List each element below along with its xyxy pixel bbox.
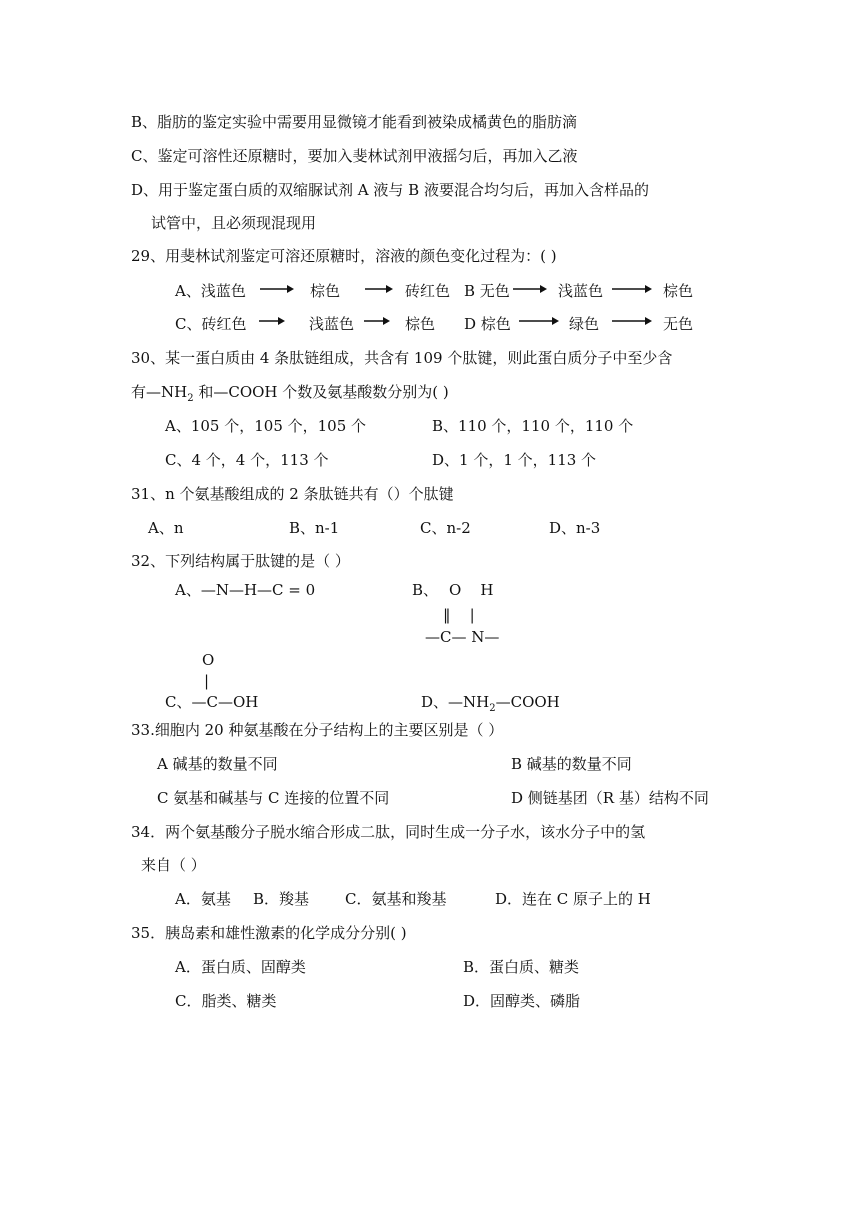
arrow-icon bbox=[260, 282, 294, 294]
q29-b1: B 无色 bbox=[464, 282, 510, 300]
q32-option-c-oxygen: O bbox=[202, 651, 215, 669]
q31-option-d: D、n-3 bbox=[549, 519, 601, 537]
q34-stem-line1: 34．两个氨基酸分子脱水缩合形成二肽，同时生成一分子水，该水分子中的氢 bbox=[131, 823, 646, 841]
q31-option-c: C、n-2 bbox=[420, 519, 471, 537]
q30-stem-line1: 30、某一蛋白质由 4 条肽链组成，共含有 109 个肽键，则此蛋白质分子中至少含 bbox=[131, 349, 673, 367]
q32-option-b-top: O H bbox=[449, 581, 494, 599]
q29-d1: D 棕色 bbox=[464, 315, 511, 333]
q34-stem-line2: 来自（ ） bbox=[141, 856, 206, 874]
q33-option-c: C 氨基和碱基与 C 连接的位置不同 bbox=[157, 789, 390, 807]
arrow-icon bbox=[612, 314, 652, 326]
q35-stem: 35．胰岛素和雄性激素的化学成分分别( ) bbox=[131, 924, 407, 942]
q32-option-c-bond: | bbox=[204, 672, 210, 690]
q28-option-d-line2: 试管中，且必须现混现用 bbox=[151, 214, 317, 232]
q35-option-c: C．脂类、糖类 bbox=[175, 992, 277, 1010]
arrow-icon bbox=[365, 282, 393, 294]
q35-option-d: D．固醇类、磷脂 bbox=[463, 992, 581, 1010]
q33-stem: 33.细胞内 20 种氨基酸在分子结构上的主要区别是（ ） bbox=[131, 721, 504, 739]
q30-option-a: A、105 个，105 个，105 个 bbox=[165, 417, 367, 435]
q33-option-d: D 侧链基团（R 基）结构不同 bbox=[511, 789, 709, 807]
arrow-icon bbox=[612, 282, 652, 294]
q29-c2: 浅蓝色 bbox=[309, 315, 355, 333]
q29-b3: 棕色 bbox=[663, 282, 694, 300]
q34-option-a: A．氨基 bbox=[175, 890, 231, 908]
q30-option-b: B、110 个，110 个，110 个 bbox=[432, 417, 634, 435]
q29-b2: 浅蓝色 bbox=[558, 282, 604, 300]
q30-stem-line2: 有$—NH_2$ 和—COOH 个数及氨基酸数分别为( ) bbox=[131, 383, 449, 404]
q34-option-d: D．连在 C 原子上的 H bbox=[495, 890, 651, 908]
arrow-icon bbox=[519, 314, 559, 326]
q28-option-d-line1: D、用于鉴定蛋白质的双缩脲试剂 A 液与 B 液要混合均匀后，再加入含样品的 bbox=[131, 181, 649, 199]
q34-option-b: B．羧基 bbox=[253, 890, 310, 908]
arrow-icon bbox=[513, 282, 547, 294]
q29-a1: A、浅蓝色 bbox=[175, 282, 246, 300]
q32-option-b-label: B、 bbox=[412, 581, 439, 599]
q33-option-a: A 碱基的数量不同 bbox=[157, 755, 278, 773]
q29-c3: 棕色 bbox=[405, 315, 436, 333]
q34-option-c: C．氨基和羧基 bbox=[345, 890, 447, 908]
q32-option-a: A、—N—H—C = 0 bbox=[175, 581, 316, 599]
q32-stem: 32、下列结构属于肽键的是（ ） bbox=[131, 552, 350, 570]
q29-a3: 砖红色 bbox=[405, 282, 451, 300]
q32-option-c: C、—C—OH bbox=[165, 693, 259, 711]
q35-option-b: B．蛋白质、糖类 bbox=[463, 958, 580, 976]
q28-option-b: B、脂肪的鉴定实验中需要用显微镜才能看到被染成橘黄色的脂肪滴 bbox=[131, 113, 578, 131]
q29-c1: C、砖红色 bbox=[175, 315, 247, 333]
q35-option-a: A．蛋白质、固醇类 bbox=[175, 958, 306, 976]
q32-option-d: D、$—NH_2—COOH$ bbox=[421, 693, 560, 714]
q31-option-b: B、n-1 bbox=[289, 519, 340, 537]
q30-option-d: D、1 个，1 个，113 个 bbox=[432, 451, 597, 469]
q31-stem: 31、n 个氨基酸组成的 2 条肽链共有（）个肽键 bbox=[131, 485, 454, 503]
q29-stem: 29、用斐林试剂鉴定可溶还原糖时，溶液的颜色变化过程为：( ) bbox=[131, 247, 557, 265]
q30-option-c: C、4 个，4 个，113 个 bbox=[165, 451, 329, 469]
arrow-icon bbox=[259, 314, 285, 326]
q31-option-a: A、n bbox=[148, 519, 184, 537]
q32-option-b-bottom: —C— N— bbox=[425, 628, 500, 646]
q33-option-b: B 碱基的数量不同 bbox=[511, 755, 632, 773]
q29-a2: 棕色 bbox=[310, 282, 341, 300]
q29-d3: 无色 bbox=[663, 315, 694, 333]
q28-option-c: C、鉴定可溶性还原糖时，要加入斐林试剂甲液摇匀后，再加入乙液 bbox=[131, 147, 578, 165]
arrow-icon bbox=[364, 314, 390, 326]
q32-option-b-bonds: ‖ | bbox=[443, 606, 475, 624]
q29-d2: 绿色 bbox=[569, 315, 600, 333]
